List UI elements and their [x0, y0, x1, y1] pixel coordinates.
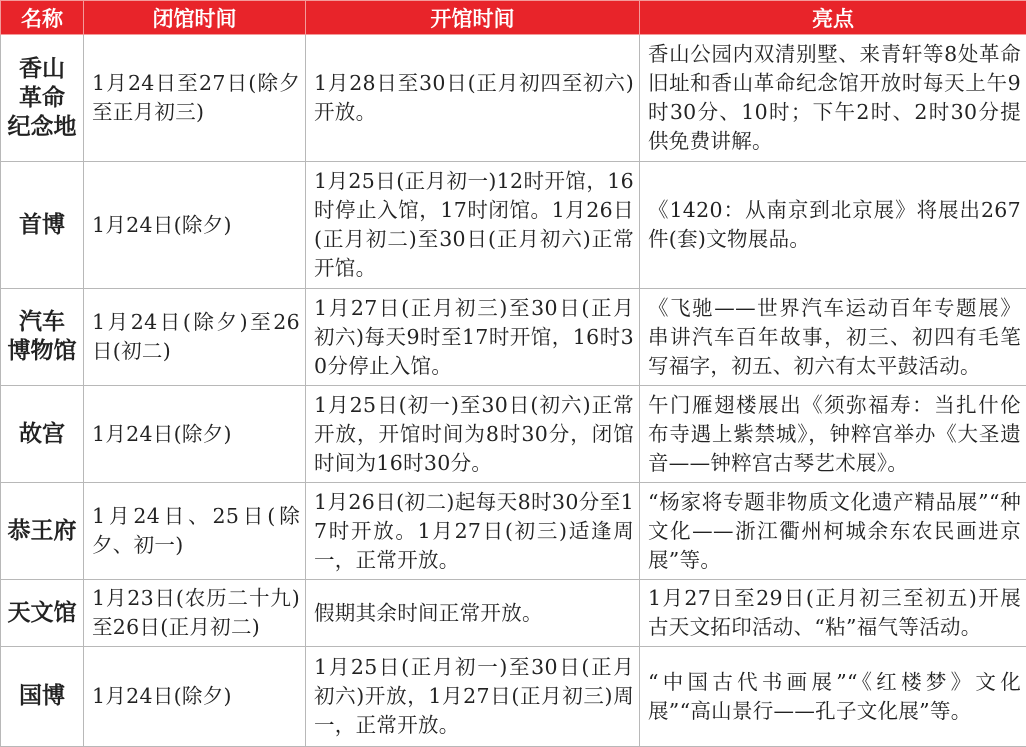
- open-time: 1月25日(正月初一)12时开馆，16时停止入馆，17时闭馆。1月26日(正月初二)至30日(正月初六)正常开馆。: [306, 162, 640, 289]
- venue-name: 故宫: [1, 386, 84, 483]
- closed-time: 1月24日(除夕): [84, 647, 306, 747]
- table-row: [1, 386, 1026, 483]
- table-row: [1, 289, 1026, 386]
- highlights: 香山公园内双清别墅、来青轩等8处革命旧址和香山革命纪念馆开放时每天上午9时30分、10时；下午2时、2时30分提供免费讲解。: [640, 35, 1026, 162]
- table-row: [1, 580, 1026, 647]
- table-row: [1, 647, 1026, 747]
- highlights: 《飞驰——世界汽车运动百年专题展》串讲汽车百年故事，初三、初四有毛笔写福字，初五、初六有太平鼓活动。: [640, 289, 1026, 386]
- header-open-time: 开馆时间: [306, 1, 640, 35]
- open-time: 1月27日(正月初三)至30日(正月初六)每天9时至17时开馆，16时30分停止入馆。: [306, 289, 640, 386]
- venue-name: 汽车 博物馆: [1, 289, 84, 386]
- venue-name: 首博: [1, 162, 84, 289]
- header-row: [1, 1, 1026, 35]
- venue-name: 国博: [1, 647, 84, 747]
- header-name: 名称: [1, 1, 84, 35]
- table-row: [1, 162, 1026, 289]
- highlights: “杨家将专题非物质文化遗产精品展”“种文化——浙江衢州柯城余东农民画进京展”等。: [640, 483, 1026, 580]
- highlights: 1月27日至29日(正月初三至初五)开展古天文拓印活动、“粘”福气等活动。: [640, 580, 1026, 647]
- header-highlights: 亮点: [640, 1, 1026, 35]
- venue-name: 天文馆: [1, 580, 84, 647]
- closed-time: 1月24日、25日(除夕、初一): [84, 483, 306, 580]
- venue-name: 香山 革命 纪念地: [1, 35, 84, 162]
- closed-time: 1月24日至27日(除夕至正月初三): [84, 35, 306, 162]
- open-time: 1月28日至30日(正月初四至初六)开放。: [306, 35, 640, 162]
- open-time: 假期其余时间正常开放。: [306, 580, 640, 647]
- open-time: 1月25日(正月初一)至30日(正月初六)开放，1月27日(正月初三)周一，正常开放。: [306, 647, 640, 747]
- closed-time: 1月24日(除夕): [84, 386, 306, 483]
- highlights: 午门雁翅楼展出《须弥福寿：当扎什伦布寺遇上紫禁城》，钟粹宫举办《大圣遗音——钟粹宫古琴艺术展》。: [640, 386, 1026, 483]
- closed-time: 1月23日(农历二十九)至26日(正月初二): [84, 580, 306, 647]
- closed-time: 1月24日(除夕): [84, 162, 306, 289]
- header-closed-time: 闭馆时间: [84, 1, 306, 35]
- table-row: [1, 483, 1026, 580]
- venue-name: 恭王府: [1, 483, 84, 580]
- closed-time: 1月24日(除夕)至26日(初二): [84, 289, 306, 386]
- highlights: “中国古代书画展”“《红楼梦》文化展”“高山景行——孔子文化展”等。: [640, 647, 1026, 747]
- highlights: 《1420：从南京到北京展》将展出267件(套)文物展品。: [640, 162, 1026, 289]
- open-time: 1月26日(初二)起每天8时30分至17时开放。1月27日(初三)适逢周一，正常开放。: [306, 483, 640, 580]
- open-time: 1月25日(初一)至30日(初六)正常开放，开馆时间为8时30分，闭馆时间为16时30分。: [306, 386, 640, 483]
- table-row: [1, 35, 1026, 162]
